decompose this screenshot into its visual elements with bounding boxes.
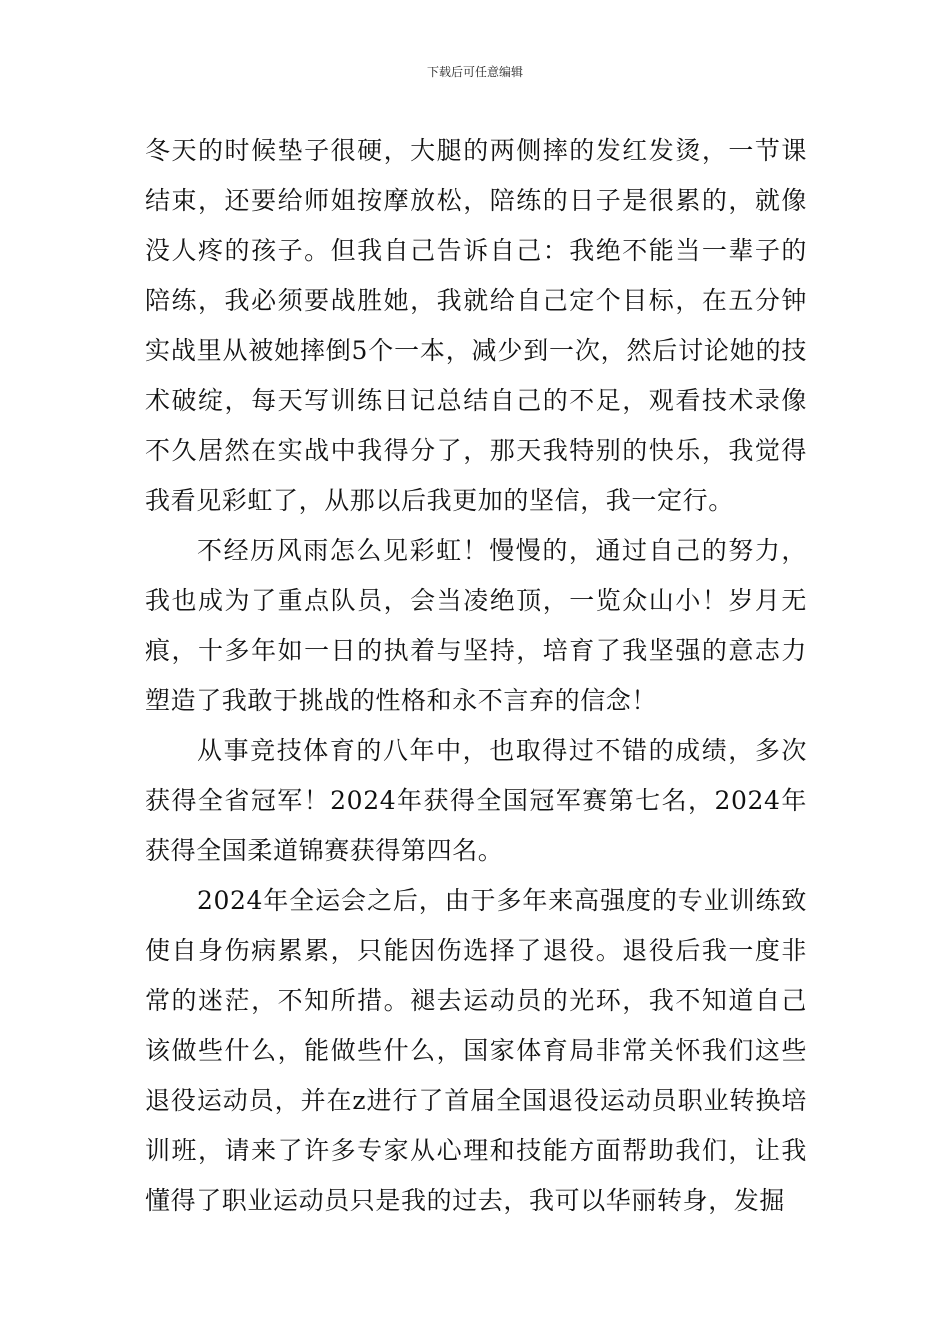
page-header: 下载后可任意编辑 <box>426 65 523 79</box>
paragraph-2: 不经历风雨怎么见彩虹！慢慢的，通过自己的努力，我也成为了重点队员，会当凌绝顶，一览众山小！岁月无痕，十多年如一日的执着与坚持，培育了我坚强的意志力塑造了我敢于挑战的性格和永不言弃的信念！ <box>145 536 807 715</box>
paragraph-3: 从事竞技体育的八年中，也取得过不错的成绩，多次获得全省冠军！2024年获得全国冠军赛第七名，2024年获得全国柔道锦赛获得第四名。 <box>145 736 807 865</box>
paragraph-1: 冬天的时候垫子很硬，大腿的两侧摔的发红发烫，一节课结束，还要给师姐按摩放松，陪练的日子是很累的，就像没人疼的孩子。但我自己告诉自己：我绝不能当一辈子的陪练，我必须要战胜她，我就给自己定个目标，在五分钟实战里从被她摔倒5个一本，减少到一次，然后讨论她的技术破绽，每天写训练日记总结自己的不足，观看技术录像不久居然在实战中我得分了，那天我特别的快乐，我觉得我看见彩虹了，从那以后我更加的坚信，我一定行。 <box>145 136 807 515</box>
paragraph-4: 2024年全运会之后，由于多年来高强度的专业训练致使自身伤病累累，只能因伤选择了退役。退役后我一度非常的迷茫，不知所措。褪去运动员的光环，我不知道自己该做些什么，能做些什么，国家体育局非常关怀我们这些退役运动员，并在z进行了首届全国退役运动员职业转换培训班，请来了许多专家从心理和技能方面帮助我们，让我懂得了职业运动员只是我的过去，我可以华丽转身，发掘 <box>145 886 807 1215</box>
document-body <box>145 126 807 1226</box>
